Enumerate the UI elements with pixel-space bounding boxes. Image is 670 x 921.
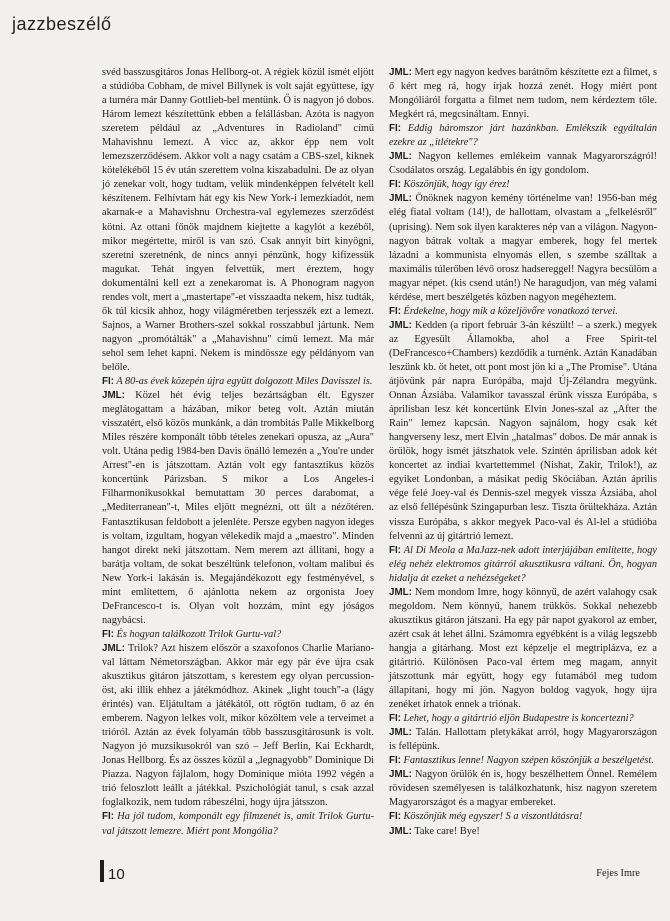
paragraph-text: Köszönjük, hogy így érez! xyxy=(403,179,510,191)
speaker-label: JML: xyxy=(389,586,412,598)
speaker-label: FI: xyxy=(389,305,401,317)
paragraph-text: Take care! Bye! xyxy=(414,825,480,837)
interview-paragraph xyxy=(389,726,657,754)
speaker-label: JML: xyxy=(102,642,125,654)
speaker-label: JML: xyxy=(389,319,412,331)
speaker-label: JML: xyxy=(389,151,412,163)
paragraph-text: A 80-as évek közepén újra együtt dolgozott Miles Davisszel is. xyxy=(116,376,373,388)
speaker-label: FI: xyxy=(102,376,114,388)
interview-paragraph xyxy=(389,66,657,122)
speaker-label: FI: xyxy=(389,544,401,556)
interview-paragraph xyxy=(389,810,657,824)
interview-paragraph xyxy=(389,768,657,810)
paragraph-text: Önöknek nagyon kemény történelme van! 1956-ban még elég fiatal voltam (14!), de hallottam, olvastam a „felkelésről" (uprising). Nem sok ilyen karakteres nép van a világon. Nagyon-nagyon bátrak voltak a magyar emberek, hogy fel mertek lázadni a kommunista elnyomás ellen, s szembe szálltak a maximális túlerőben lévő orosz hadsereggel! Nagyra becsülöm a magyar népet. (kis csend után!) Ne haragudjon, van még valami kérdése, mert beszélgetés közben nagyon megéheztem. xyxy=(389,193,658,303)
article-column-right xyxy=(389,66,657,839)
interview-paragraph xyxy=(389,122,657,150)
interview-paragraph xyxy=(389,586,657,712)
interview-paragraph xyxy=(102,389,374,628)
speaker-label: FI: xyxy=(389,755,401,767)
interview-paragraph xyxy=(102,642,374,811)
speaker-label: JML: xyxy=(389,825,412,837)
speaker-label: JML: xyxy=(389,67,412,78)
section-title: jazzbeszélő xyxy=(12,14,112,34)
paragraph-text: Eddig háromszor járt hazánkban. Emlékszik egyáltalán ezekre az „itlétekre"? xyxy=(389,123,657,149)
interview-paragraph xyxy=(389,150,657,178)
speaker-label: JML: xyxy=(389,769,412,781)
speaker-label: FI: xyxy=(102,811,114,823)
paragraph-text: Érdekelne, hogy mik a közeljövőre vonatkozó tervei. xyxy=(403,305,618,317)
paragraph-text: Nagyon kellemes emlékeim vannak Magyarországról! Csodálatos ország. Legalábbis én így gondolom. xyxy=(389,151,657,177)
interview-paragraph xyxy=(102,810,374,838)
paragraph-text: Talán. Hallottam pletykákat arról, hogy Magyarországon is fellépünk. xyxy=(389,727,657,753)
page-number: 10 xyxy=(108,866,125,883)
paragraph-text: Ha jól tudom, komponált egy filmzenét is, amit Trilok Gurtu-val játszott lemezre. Miért pont Mongólia? xyxy=(102,811,374,837)
paragraph-text: Trilok? Azt hiszem először a szaxofonos Charlie Mariano-val láttam Németországban. Akkor már egy pár éve újra csak akusztikus gitáron játszottam, s kerestem egy olyan percussion-öst, aki illik ehhez a játékmódhoz. Akinek „light touch"-a (lágy érintés) van. Eljátultam a játékától, ott rögtön tudtam, ő az én emberem. Nagyon lelkes volt, mikor közöltem vele a terveimet a trióról. Aztán az évek folyamán több basszusgitárosunk is volt. Nagyon jó muzsikusokról van szó – Jeff Berlin, Kai Eckhardt, Jonas Hellborg. És az összes közül a „legnagyobb" Dominique Di Piazza. Nagyon fájlalom, hogy Dominique mióta 1992 végén a trió feloszlott leállt a játékkal. Pszichológiát tanul, s csak azzal foglalkozik, nem tudom rábeszélni, hogy újra játsszon. xyxy=(102,642,374,809)
interview-paragraph xyxy=(389,305,657,319)
author-signature: Fejes Imre xyxy=(596,868,640,879)
speaker-label: FI: xyxy=(389,123,401,135)
paragraph-text: Al Di Meola a MaJazz-nek adott interjújában említette, hogy elég nehéz elektromos gitárról akusztikusra váltani. Ön, hogyan hidalja át ezeket a nehézségeket? xyxy=(389,544,658,584)
interview-paragraph xyxy=(102,628,374,642)
interview-paragraph xyxy=(389,754,657,768)
paragraph-text: Köszönjük még egyszer! S a viszontlátásra! xyxy=(403,811,583,823)
page-number-bar xyxy=(100,860,104,882)
interview-paragraph xyxy=(389,319,657,544)
article-column-left xyxy=(102,66,374,839)
interview-paragraph xyxy=(389,192,657,304)
paragraph-text: Lehet, hogy a gitártrió eljön Budapestre is koncertezni? xyxy=(403,713,634,725)
paragraph-text: Nem mondom Imre, hogy könnyű, de azért valahogy csak megoldom. Nem könnyű, hanem trükkös. Sokkal nehezebb akusztikus gitáron játszani. Ha egy pár napot gyakorol az ember, azért csak át lehet állni. Számomra egyébként is a világ legszebb hangja a gitárhang. Most ezt képzelje el megtriplázva, ez a gitártrió. Különösen Paco-val értem meg magam, annyit játszottunk már együtt, hogy egy futamából meg tudom állapítani, hogy mi jön. Nagyon boldog vagyok, hogy újra zenéket írhatok ennek a triónak. xyxy=(389,586,657,711)
paragraph-text: Közel hét évig teljes bezártságban élt. Egyszer meglátogattam a házában, mikor beteg volt. Aztán miután visszatért, első közös munkánk, a dán trombitás Palle Mikkelborg Miles részére komponált több tételes zenekari opusza, az „Aura" volt. Utána pedig 1984-ben Davis önálló lemezén a „You're under Arrest"-en is játszottam. Aztán volt egy fantasztikus közös koncertünk Párizsban. S mikor a Los Angeles-i Filharmonikusokkal bemutattam 30 perces darabomat, a „Mediterranean"-t, Miles eljött megnézni, ott ült a nézőtéren. Fantasztikusan feldobott a jelenléte. Persze egyben nagyon ideges is voltam, izgultam, hogyan vélekedik majd a „maestro". Minden hangot direkt neki játszottam. Nem merem azt állítani, hogy a barátja voltam, de sokat beszéltünk telefonon, voltam malibui és New York-i lakásán is. Megajándékozott egy festményével, s mint említettem, ő ajánlotta nekem az orgonista Joey DeFrancesco-t is. Olyan volt hozzám, mint egy jóságos nagybácsi. xyxy=(102,390,375,626)
interview-paragraph xyxy=(389,178,657,192)
speaker-label: JML: xyxy=(102,390,125,402)
paragraph-text: És hogyan találkozott Trilok Gurtu-val? xyxy=(116,628,282,640)
interview-paragraph xyxy=(102,66,374,375)
speaker-label: JML: xyxy=(389,727,412,739)
speaker-label: FI: xyxy=(389,811,401,823)
paragraph-text: Kedden (a riport február 3-án készült! – a szerk.) megyek az Egyesült Államokba, ahol a Free Spirit-tel (DeFrancesco+Chambers) kezdődik a turnénk. Aztán Kanadában leszünk kb. öt hetet, ott pont most jön ki a „The Promise". Utána átjövünk pár napra Európába, majd Új-Zélandra megyünk. Onnan Ázsiába. Valamikor tavasszal érünk vissza Európába, s áprilisban lesz két koncertünk Elvin Jones-szal az „After the Rain" lemez kapcsán. Nagyon sajnálom, hogy csak két hangverseny lesz, mert Elvin „hatalmas" dobos. De már annak is örülök, hogy ismét játszhatok vele. Szintén áprilisban adok két koncertet az indiai kvartettemmel (Nishat, Zakir, Trilok!), az egyiket Londonban, a másikat pedig Skóciában. Aztán április vége felé Joey-val és Dennis-szel megyek vissza Ázsiába, ahol az első fellépésünk Szingapurban lesz. Tiszta őrültekháza. Aztán vissza Európába, s akkor megyek Paco-val és Al-lel a stúdióba felvenni az új gitártrió lemezt. xyxy=(389,319,657,542)
interview-paragraph xyxy=(102,375,374,389)
speaker-label: JML: xyxy=(389,193,412,205)
paragraph-text: svéd basszusgitáros Jonas Hellborg-ot. A régiek közül ismét eljött a stúdióba Cobham, de mivel Billynek is volt saját együttese, így a turnéra már Danny Gottlieb-bel mentünk. Ő is nagyon jó dobos. Három lemezt készítettünk ebben a felállásban. Azóta is nagyon szeretem például az „Adventures in Radioland" című Mahavishnu lemezt. A vicc az, akkor épp nem volt lemezszerződésem. Akkor volt a nagy csatám a CBS-szel, kiknek kötelékéből 15 év után szerettem volna kiszabadulni. De az olyan jó zenekar volt, hogy tudtam, velük mindenképpen felvételt kell készítenem. Felhívtam hát egy kis New York-i lemezkiadót, nem akarnak-e a Mahavishnu Orchestra-val egylemezes szerződést kötni. Az ottani főnök majdnem kiejtette a kagylót a kezéből, mikor megértette, miről is van szó. Csak annyit bírt kinyögni, szeretni szeretnénk, de nincs annyi pénzünk, hogy kifizessük magukat. Tehát ingyen felvettük, mert éreztem, hogy dokumentálni kell ezt a zenekaromat is. A Phonogram nagyon rendes volt, mert a „mastertape"-et visszaadta nekem, hisz tudták, ők túl kicsik ahhoz, hogy világméretben terjesszék ezt a lemezt. Sajnos, a Warner Brothers-szel sokkal rosszabbul jártunk. Nem nagyon „promótálták" a „Mahavishnu" című lemezt. Ma már sehol sem lehet kapni. Nekem is mindössze egy példányom van belőle. xyxy=(102,67,374,373)
interview-paragraph xyxy=(389,544,657,586)
interview-paragraph xyxy=(389,825,657,839)
speaker-label: FI: xyxy=(389,179,401,191)
paragraph-text: Nagyon örülök én is, hogy beszélhettem Önnel. Remélem rövidesen személyesen is találkozhatunk, hisz nagyon szeretem Magyarországot és a magyar embereket. xyxy=(389,769,657,809)
paragraph-text: Mert egy nagyon kedves barátnőm készítette ezt a filmet, s ő kért meg rá, hogy írjak hozzá zenét. Hogy miért pont Mongóliáról forgatta a filmet nem tudom, nem kérdeztem tőle. Megkért rá, megcsináltam. Ennyi. xyxy=(389,67,658,121)
speaker-label: FI: xyxy=(102,628,114,640)
interview-paragraph xyxy=(389,712,657,726)
paragraph-text: Fantasztikus lenne! Nagyon szépen köszönjük a beszélgetést. xyxy=(403,755,654,767)
speaker-label: FI: xyxy=(389,713,401,725)
